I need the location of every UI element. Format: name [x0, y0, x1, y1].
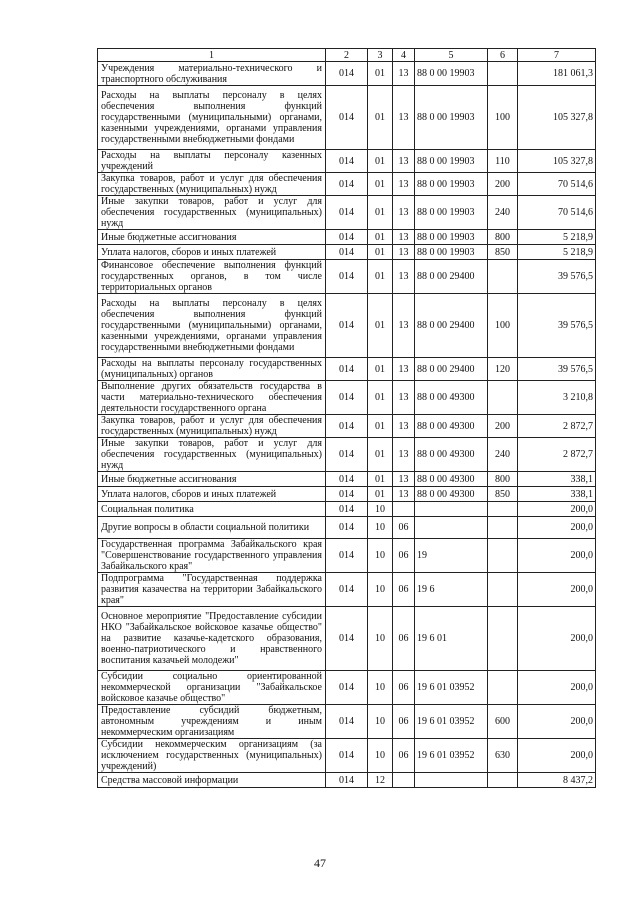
- row-amount: 338,1: [518, 487, 596, 502]
- row-section-code: 01: [368, 487, 393, 502]
- table-row: [98, 705, 596, 739]
- row-target-article: 88 0 00 19903: [415, 245, 488, 260]
- row-subsection-code: [393, 773, 415, 788]
- row-amount: 70 514,6: [518, 173, 596, 196]
- row-name: Финансовое обеспечение выполнения функций государственных органов, в том числе территориальных органов: [98, 260, 326, 294]
- row-name: Средства массовой информации: [98, 773, 326, 788]
- row-expense-type: [488, 671, 518, 705]
- row-name: Другие вопросы в области социальной политики: [98, 517, 326, 539]
- row-expense-type: 200: [488, 173, 518, 196]
- row-admin-code: 014: [326, 438, 368, 472]
- row-section-code: 10: [368, 705, 393, 739]
- table-row: [98, 62, 596, 86]
- row-name: Иные закупки товаров, работ и услуг для обеспечения государственных (муниципальных) нужд: [98, 438, 326, 472]
- row-name: Иные бюджетные ассигнования: [98, 230, 326, 245]
- row-target-article: 88 0 00 19903: [415, 230, 488, 245]
- row-amount: 200,0: [518, 573, 596, 607]
- page-number: 47: [314, 856, 326, 870]
- table-row: [98, 472, 596, 487]
- budget-table: [97, 48, 596, 788]
- row-name: Иные закупки товаров, работ и услуг для обеспечения государственных (муниципальных) нужд: [98, 196, 326, 230]
- row-subsection-code: 13: [393, 358, 415, 381]
- table-body: [98, 62, 596, 788]
- table-row: [98, 415, 596, 438]
- table-row: [98, 150, 596, 173]
- row-subsection-code: 13: [393, 415, 415, 438]
- col-header-7: 7: [518, 49, 596, 62]
- row-target-article: 88 0 00 49300: [415, 472, 488, 487]
- row-target-article: 19 6 01 03952: [415, 671, 488, 705]
- table-row: [98, 358, 596, 381]
- row-expense-type: 240: [488, 196, 518, 230]
- row-admin-code: 014: [326, 705, 368, 739]
- row-amount: 105 327,8: [518, 86, 596, 150]
- row-amount: 200,0: [518, 517, 596, 539]
- row-subsection-code: 06: [393, 607, 415, 671]
- row-section-code: 01: [368, 260, 393, 294]
- row-section-code: 10: [368, 671, 393, 705]
- row-expense-type: [488, 381, 518, 415]
- row-name: Субсидии некоммерческим организациям (за исключением государственных (муниципальных) учреждений): [98, 739, 326, 773]
- row-subsection-code: 06: [393, 739, 415, 773]
- row-name: Социальная политика: [98, 502, 326, 517]
- row-expense-type: [488, 607, 518, 671]
- table-row: [98, 438, 596, 472]
- row-expense-type: 600: [488, 705, 518, 739]
- row-amount: 2 872,7: [518, 415, 596, 438]
- col-header-1: 1: [98, 49, 326, 62]
- row-name: Предоставление субсидий бюджетным, автономным учреждениям и иным некоммерческим организациям: [98, 705, 326, 739]
- row-amount: 200,0: [518, 502, 596, 517]
- row-section-code: 01: [368, 381, 393, 415]
- table-row: [98, 502, 596, 517]
- row-admin-code: 014: [326, 415, 368, 438]
- row-target-article: 88 0 00 49300: [415, 415, 488, 438]
- row-subsection-code: 13: [393, 487, 415, 502]
- row-section-code: 01: [368, 62, 393, 86]
- col-header-2: 2: [326, 49, 368, 62]
- row-admin-code: 014: [326, 472, 368, 487]
- table-row: [98, 739, 596, 773]
- row-admin-code: 014: [326, 671, 368, 705]
- row-target-article: [415, 773, 488, 788]
- row-name: Основное мероприятие "Предоставление субсидии НКО "Забайкальское войсковое казачье общество" на развитие казачье-кадетского образования, военно-патриотического и нравственного воспитания казачьей молодежи": [98, 607, 326, 671]
- row-expense-type: 800: [488, 472, 518, 487]
- row-subsection-code: 13: [393, 196, 415, 230]
- row-amount: 5 218,9: [518, 230, 596, 245]
- row-subsection-code: 13: [393, 230, 415, 245]
- row-admin-code: 014: [326, 773, 368, 788]
- row-amount: 70 514,6: [518, 196, 596, 230]
- row-name: Субсидии социально ориентированной некоммерческой организации "Забайкальское войсковое казачье общество": [98, 671, 326, 705]
- row-expense-type: 100: [488, 294, 518, 358]
- row-subsection-code: 13: [393, 150, 415, 173]
- row-name: Расходы на выплаты персоналу в целях обеспечения выполнения функций государственными (муниципальными) органами, казенными учреждениями, органами управления государственными внебюджетными фондами: [98, 86, 326, 150]
- row-section-code: 01: [368, 86, 393, 150]
- row-amount: 200,0: [518, 607, 596, 671]
- row-expense-type: [488, 573, 518, 607]
- row-amount: 200,0: [518, 705, 596, 739]
- row-admin-code: 014: [326, 245, 368, 260]
- row-admin-code: 014: [326, 260, 368, 294]
- row-amount: 181 061,3: [518, 62, 596, 86]
- row-amount: 39 576,5: [518, 358, 596, 381]
- row-expense-type: 240: [488, 438, 518, 472]
- row-target-article: 19: [415, 539, 488, 573]
- table-row: [98, 517, 596, 539]
- table-row: [98, 294, 596, 358]
- row-name: Выполнение других обязательств государства в части материально-технического обеспечения деятельности государственного органа: [98, 381, 326, 415]
- row-section-code: 10: [368, 739, 393, 773]
- row-subsection-code: 13: [393, 294, 415, 358]
- row-section-code: 10: [368, 539, 393, 573]
- row-admin-code: 014: [326, 173, 368, 196]
- row-expense-type: 850: [488, 487, 518, 502]
- row-target-article: 88 0 00 19903: [415, 150, 488, 173]
- table-row: [98, 671, 596, 705]
- row-admin-code: 014: [326, 539, 368, 573]
- table-row: [98, 245, 596, 260]
- row-name: Расходы на выплаты персоналу в целях обеспечения выполнения функций государственными (муниципальными) органами, казенными учреждениями, органами управления государственными внебюджетными фондами: [98, 294, 326, 358]
- row-section-code: 01: [368, 294, 393, 358]
- row-target-article: 88 0 00 19903: [415, 173, 488, 196]
- table-row: [98, 173, 596, 196]
- row-expense-type: [488, 517, 518, 539]
- row-admin-code: 014: [326, 487, 368, 502]
- col-header-5: 5: [415, 49, 488, 62]
- row-name: Уплата налогов, сборов и иных платежей: [98, 245, 326, 260]
- row-name: Подпрограмма "Государственная поддержка развития казачества на территории Забайкальского края": [98, 573, 326, 607]
- table-row: [98, 230, 596, 245]
- table-row: [98, 196, 596, 230]
- row-admin-code: 014: [326, 502, 368, 517]
- row-expense-type: 120: [488, 358, 518, 381]
- row-section-code: 01: [368, 196, 393, 230]
- row-admin-code: 014: [326, 381, 368, 415]
- row-amount: 39 576,5: [518, 260, 596, 294]
- row-admin-code: 014: [326, 573, 368, 607]
- row-target-article: [415, 502, 488, 517]
- row-admin-code: 014: [326, 739, 368, 773]
- row-amount: 200,0: [518, 671, 596, 705]
- table-row: [98, 86, 596, 150]
- row-expense-type: 110: [488, 150, 518, 173]
- row-target-article: 88 0 00 49300: [415, 438, 488, 472]
- row-expense-type: 800: [488, 230, 518, 245]
- row-target-article: 19 6 01 03952: [415, 739, 488, 773]
- row-section-code: 01: [368, 150, 393, 173]
- table-row: [98, 773, 596, 788]
- row-subsection-code: 06: [393, 573, 415, 607]
- row-admin-code: 014: [326, 230, 368, 245]
- row-subsection-code: [393, 502, 415, 517]
- table-row: [98, 539, 596, 573]
- row-section-code: 10: [368, 607, 393, 671]
- table-row: [98, 573, 596, 607]
- row-name: Учреждения материально-технического и транспортного обслуживания: [98, 62, 326, 86]
- row-target-article: 88 0 00 49300: [415, 487, 488, 502]
- row-target-article: 19 6 01: [415, 607, 488, 671]
- row-section-code: 01: [368, 173, 393, 196]
- row-section-code: 10: [368, 573, 393, 607]
- row-section-code: 10: [368, 502, 393, 517]
- row-expense-type: 200: [488, 415, 518, 438]
- row-admin-code: 014: [326, 150, 368, 173]
- row-admin-code: 014: [326, 86, 368, 150]
- row-admin-code: 014: [326, 358, 368, 381]
- row-subsection-code: 13: [393, 173, 415, 196]
- row-expense-type: [488, 539, 518, 573]
- row-subsection-code: 13: [393, 245, 415, 260]
- row-admin-code: 014: [326, 607, 368, 671]
- row-admin-code: 014: [326, 196, 368, 230]
- row-subsection-code: 13: [393, 62, 415, 86]
- row-admin-code: 014: [326, 62, 368, 86]
- col-header-6: 6: [488, 49, 518, 62]
- row-target-article: 19 6 01 03952: [415, 705, 488, 739]
- col-header-4: 4: [393, 49, 415, 62]
- row-subsection-code: 06: [393, 539, 415, 573]
- row-section-code: 01: [368, 415, 393, 438]
- row-target-article: 88 0 00 49300: [415, 381, 488, 415]
- row-subsection-code: 13: [393, 260, 415, 294]
- row-target-article: 88 0 00 29400: [415, 294, 488, 358]
- col-header-3: 3: [368, 49, 393, 62]
- row-admin-code: 014: [326, 517, 368, 539]
- row-name: Государственная программа Забайкальского края "Совершенствование государственного управления Забайкальского края": [98, 539, 326, 573]
- table-row: [98, 487, 596, 502]
- row-name: Расходы на выплаты персоналу государственных (муниципальных) органов: [98, 358, 326, 381]
- row-subsection-code: 13: [393, 472, 415, 487]
- row-admin-code: 014: [326, 294, 368, 358]
- row-subsection-code: 13: [393, 86, 415, 150]
- row-amount: 105 327,8: [518, 150, 596, 173]
- row-target-article: 88 0 00 19903: [415, 86, 488, 150]
- row-name: Закупка товаров, работ и услуг для обеспечения государственных (муниципальных) нужд: [98, 415, 326, 438]
- row-expense-type: 630: [488, 739, 518, 773]
- row-name: Иные бюджетные ассигнования: [98, 472, 326, 487]
- row-expense-type: [488, 502, 518, 517]
- row-section-code: 01: [368, 472, 393, 487]
- row-amount: 8 437,2: [518, 773, 596, 788]
- row-amount: 200,0: [518, 539, 596, 573]
- row-section-code: 10: [368, 517, 393, 539]
- row-name: Уплата налогов, сборов и иных платежей: [98, 487, 326, 502]
- row-target-article: [415, 517, 488, 539]
- row-amount: 5 218,9: [518, 245, 596, 260]
- row-section-code: 01: [368, 438, 393, 472]
- header-row: [98, 49, 596, 62]
- row-section-code: 01: [368, 358, 393, 381]
- table-row: [98, 607, 596, 671]
- row-name: Закупка товаров, работ и услуг для обеспечения государственных (муниципальных) нужд: [98, 173, 326, 196]
- row-subsection-code: 06: [393, 517, 415, 539]
- row-subsection-code: 06: [393, 671, 415, 705]
- row-expense-type: [488, 773, 518, 788]
- row-amount: 200,0: [518, 739, 596, 773]
- row-amount: 3 210,8: [518, 381, 596, 415]
- row-section-code: 01: [368, 230, 393, 245]
- row-target-article: 88 0 00 19903: [415, 196, 488, 230]
- row-expense-type: 850: [488, 245, 518, 260]
- row-amount: 39 576,5: [518, 294, 596, 358]
- row-amount: 2 872,7: [518, 438, 596, 472]
- row-expense-type: [488, 62, 518, 86]
- row-expense-type: 100: [488, 86, 518, 150]
- row-target-article: 88 0 00 19903: [415, 62, 488, 86]
- row-subsection-code: 06: [393, 705, 415, 739]
- row-section-code: 12: [368, 773, 393, 788]
- row-amount: 338,1: [518, 472, 596, 487]
- row-expense-type: [488, 260, 518, 294]
- row-target-article: 88 0 00 29400: [415, 260, 488, 294]
- row-name: Расходы на выплаты персоналу казенных учреждений: [98, 150, 326, 173]
- row-target-article: 88 0 00 29400: [415, 358, 488, 381]
- table-row: [98, 260, 596, 294]
- table-row: [98, 381, 596, 415]
- row-subsection-code: 13: [393, 381, 415, 415]
- row-section-code: 01: [368, 245, 393, 260]
- row-target-article: 19 6: [415, 573, 488, 607]
- row-subsection-code: 13: [393, 438, 415, 472]
